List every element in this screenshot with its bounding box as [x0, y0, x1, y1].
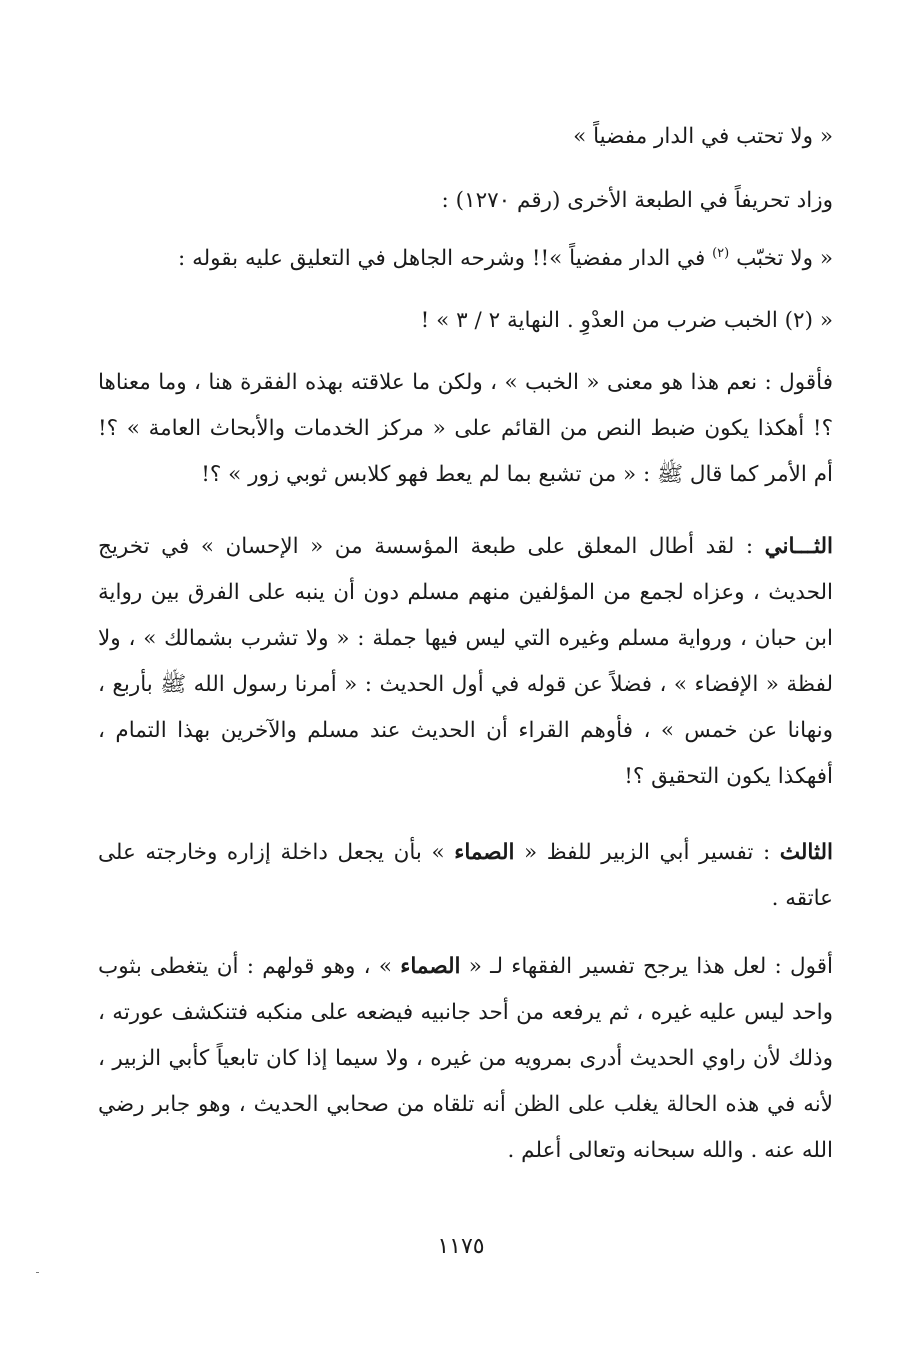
quote-line-1-text: « ولا تحتب في الدار مفضياً » — [573, 124, 833, 149]
quote-line-1 — [98, 114, 833, 160]
quote-line-3 — [98, 236, 833, 282]
third-point-text-b: » بأن يجعل داخلة إزاره وخارجته على عاتقه . — [98, 840, 833, 911]
closing-reply-text-a: أقول : لعل هذا يرجح تفسير الفقهاء لـ « — [460, 954, 833, 979]
third-point-heading: الثالث — [779, 840, 833, 865]
footnote-quote-text: « (٢) الخبب ضرب من العدْوِ . النهاية ٢ / ٣ » ! — [420, 308, 833, 333]
paragraph-second-point — [98, 524, 833, 800]
footnote-quote-line — [98, 298, 833, 344]
paragraph-third-point — [98, 830, 833, 922]
second-point-text: : لقد أطال المعلق على طبعة المؤسسة من « الإحسان » في تخريج الحديث ، وعزاه لجمع من المؤلفين منهم مسلم دون أن ينبه على الفرق بين رواية ابن حبان ، ورواية مسلم وغيره التي ليس فيها جملة : « ولا تشرب بشمالك » ، ولا لفظة « الإفضاء » ، فضلاً عن قوله في أول الحديث : « أمرنا رسول الله ﷺ بأربع ، ونهانا عن خمس » ، فأوهم القراء أن الحديث عند مسلم والآخرين بهذا التمام ، أفهكذا يكون التحقيق ؟! — [98, 534, 833, 789]
second-point-heading: الثـــاني — [764, 534, 833, 559]
quote-line-3-text-a: « ولا تخبّب — [729, 246, 833, 271]
third-point-keyword: الصماء — [454, 840, 515, 865]
quote-line-2 — [98, 178, 833, 224]
third-point-text-a: : تفسير أبي الزبير للفظ « — [514, 840, 780, 865]
quote-line-2-text: وزاد تحريفاً في الطبعة الأخرى (رقم ١٢٧٠) : — [441, 188, 833, 213]
paragraph-closing-reply — [98, 944, 833, 1174]
footnote-marker: (٢) — [712, 245, 730, 261]
paragraph-first-reply-text: فأقول : نعم هذا هو معنى « الخبب » ، ولكن ما علاقته بهذه الفقرة هنا ، وما معناها ؟! أهكذا يكون ضبط النص من القائم على « مركز الخدمات والأبحاث العامة » ؟! أم الأمر كما قال ﷺ : « من تشبع بما لم يعط فهو كلابس ثوبي زور » ؟! — [98, 370, 833, 487]
closing-reply-text-b: » ، وهو قولهم : أن يتغطى بثوب واحد ليس عليه غيره ، ثم يرفعه من أحد جانبيه فيضعه على منكبه فتنكشف عورته ، وذلك لأن راوي الحديث أدرى بمرويه من غيره ، ولا سيما إذا كان تابعياً كأبي الزبير ، لأنه في هذه الحالة يغلب على الظن أنه تلقاه من صحابي الحديث ، وهو جابر رضي الله عنه . والله سبحانه وتعالى أعلم . — [98, 954, 833, 1163]
scan-mark — [36, 1272, 39, 1273]
closing-reply-keyword: الصماء — [400, 954, 461, 979]
quote-line-3-text-b: في الدار مفضياً »!! وشرحه الجاهل في التعليق عليه بقوله : — [178, 246, 713, 271]
paragraph-first-reply — [98, 360, 833, 498]
page-number: ١١٧٥ — [437, 1234, 485, 1259]
